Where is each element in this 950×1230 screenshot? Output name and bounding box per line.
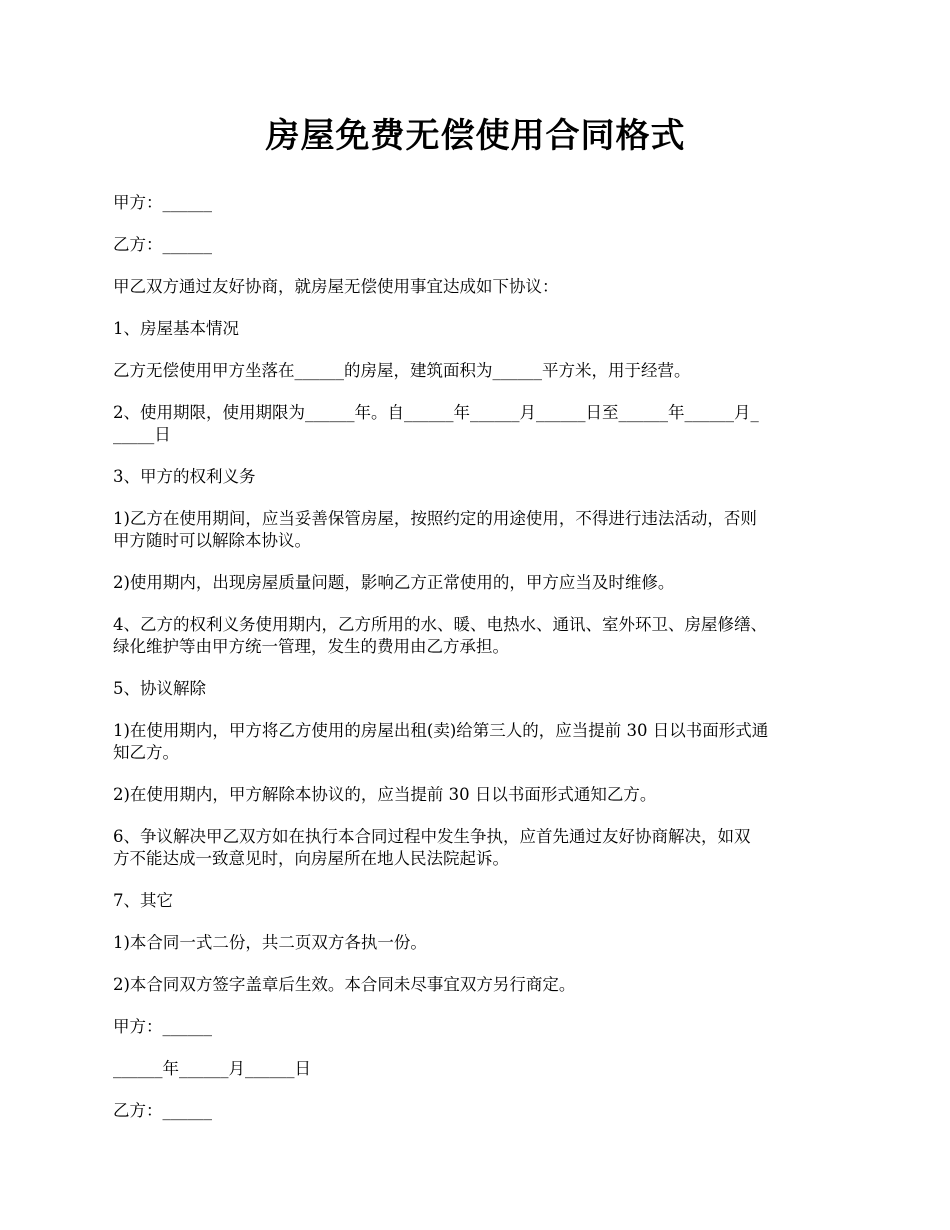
section-3-heading: 3、甲方的权利义务 xyxy=(113,467,256,486)
section-5-heading: 5、协议解除 xyxy=(113,679,206,698)
section-2-term: 2、使用期限，使用期限为______年。自______年______月______日至______年______月_ _____日 xyxy=(113,403,759,444)
section-4-body: 4、乙方的权利义务使用期内，乙方所用的水、暖、电热水、通讯、室外环卫、房屋修缮、 绿化维护等由甲方统一管理，发生的费用由乙方承担。 xyxy=(113,615,767,656)
intro-paragraph: 甲乙双方通过友好协商，就房屋无偿使用事宜达成如下协议： xyxy=(113,277,559,296)
section-3-item-2: 2)使用期内，出现房屋质量问题，影响乙方正常使用的，甲方应当及时维修。 xyxy=(113,573,675,592)
section-5-item-1: 1)在使用期内，甲方将乙方使用的房屋出租(卖)给第三人的，应当提前 30 日以书面形式通 知乙方。 xyxy=(113,721,769,762)
section-3-item-1: 1)乙方在使用期间，应当妥善保管房屋，按照约定的用途使用，不得进行违法活动，否则 甲方随时可以解除本协议。 xyxy=(113,509,757,550)
document-title: 房屋免费无偿使用合同格式 xyxy=(265,116,686,156)
signature-party-b: 乙方：______ xyxy=(113,1101,212,1120)
signature-date: ______年______月______日 xyxy=(113,1059,311,1078)
party-b-line: 乙方：______ xyxy=(113,235,212,254)
section-7-heading: 7、其它 xyxy=(113,891,173,910)
section-7-item-2: 2)本合同双方签字盖章后生效。本合同未尽事宜双方另行商定。 xyxy=(113,975,576,994)
party-a-line: 甲方：______ xyxy=(113,193,212,212)
section-1-heading: 1、房屋基本情况 xyxy=(113,319,239,338)
section-6-body: 6、争议解决甲乙双方如在执行本合同过程中发生争执，应首先通过友好协商解决，如双 方不能达成一致意见时，向房屋所在地人民法院起诉。 xyxy=(113,827,751,868)
section-7-item-1: 1)本合同一式二份，共二页双方各执一份。 xyxy=(113,933,427,952)
signature-party-a: 甲方：______ xyxy=(113,1017,212,1036)
section-5-item-2: 2)在使用期内，甲方解除本协议的，应当提前 30 日以书面形式通知乙方。 xyxy=(113,785,657,804)
section-1-body: 乙方无偿使用甲方坐落在______的房屋，建筑面积为______平方米，用于经营。 xyxy=(113,361,691,380)
